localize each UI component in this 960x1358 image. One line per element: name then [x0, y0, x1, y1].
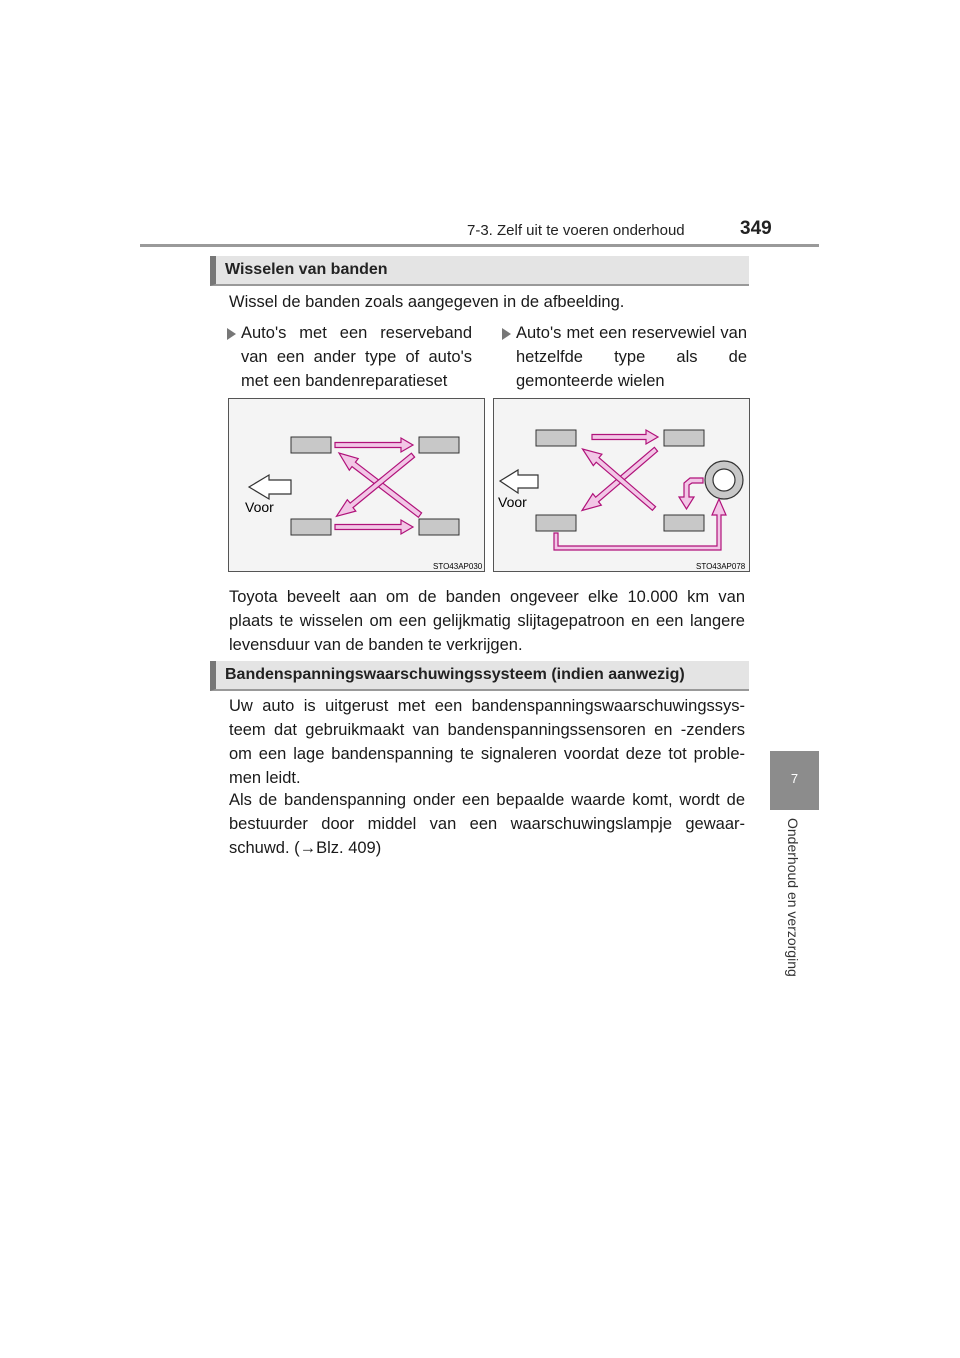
- spare-wheel-inner: [713, 469, 735, 491]
- intro-text: Wissel de banden zoals aangegeven in de afbeelding.: [229, 293, 625, 311]
- option-spare-same: [502, 321, 747, 393]
- tire-front-right: [664, 430, 704, 446]
- section-header: 7-3. Zelf uit te voeren onderhoud: [467, 222, 685, 239]
- section-title: Bandenspanningswaarschuwingssysteem (indien aanwezig): [225, 666, 685, 683]
- chapter-label: Onderhoud en verzorging: [785, 818, 801, 977]
- rotation-diagram-4-tires: [228, 398, 485, 572]
- option-text: Auto's met een reservewiel van hetzelfde type als de gemonteerde wielen: [516, 324, 747, 390]
- arrow-spare-to-rr: [679, 478, 703, 509]
- tire-front-left: [536, 430, 576, 446]
- figure-code: STO43AP030: [433, 562, 483, 571]
- bullet-triangle-icon: [502, 328, 511, 340]
- tire-rear-left: [291, 519, 331, 535]
- section-heading-tpms: [210, 661, 749, 691]
- rotation-diagram-5-tires: [493, 398, 750, 572]
- header-rule: [140, 244, 819, 247]
- page-number: 349: [740, 218, 772, 239]
- chapter-number: 7: [790, 771, 799, 786]
- figure-code: STO43AP078: [696, 562, 746, 571]
- rotation-diagram-svg: [229, 399, 486, 573]
- option-text: Auto's met een reserveband van een ander type of auto's met een bandenreparatieset: [241, 324, 472, 390]
- tire-rear-right: [664, 515, 704, 531]
- front-direction-arrow-icon: [249, 475, 291, 499]
- tpms-warning-text: Als de bandenspanning onder een bepaalde waarde komt, wordt de bestuurder door middel van een waarschuwingslampje gewaar-schuwd. (→Blz. 409): [229, 791, 745, 857]
- option-spare-different: [227, 321, 472, 393]
- rotation-recommendation-text: Toyota beveelt aan om de banden ongeveer elke 10.000 km van plaats te wisselen om een gelijkmatig slijtagepatroon en een langere levensduur van de banden te verkrijgen.: [229, 588, 745, 654]
- front-label: Voor: [498, 494, 527, 510]
- section-title: Wisselen van banden: [225, 261, 388, 278]
- tire-front-left: [291, 437, 331, 453]
- arrow-fl-to-fr: [592, 430, 658, 444]
- front-direction-arrow-icon: [500, 470, 538, 493]
- front-label: Voor: [245, 499, 274, 515]
- tire-front-right: [419, 437, 459, 453]
- tire-rear-left: [536, 515, 576, 531]
- tire-rear-right: [419, 519, 459, 535]
- rotation-diagram-svg: [494, 399, 751, 573]
- tpms-description-text: Uw auto is uitgerust met een bandenspanningswaarschuwingssys-teem dat gebruikmaakt van bandenspanningssensoren en -zenders om een lage bandenspanning te signaleren voordat deze tot proble-men leidt.: [229, 697, 745, 787]
- bullet-triangle-icon: [227, 328, 236, 340]
- section-heading-tire-rotation: [210, 256, 749, 286]
- arrow-rl-to-rr: [335, 520, 413, 534]
- arrow-fl-to-fr: [335, 438, 413, 452]
